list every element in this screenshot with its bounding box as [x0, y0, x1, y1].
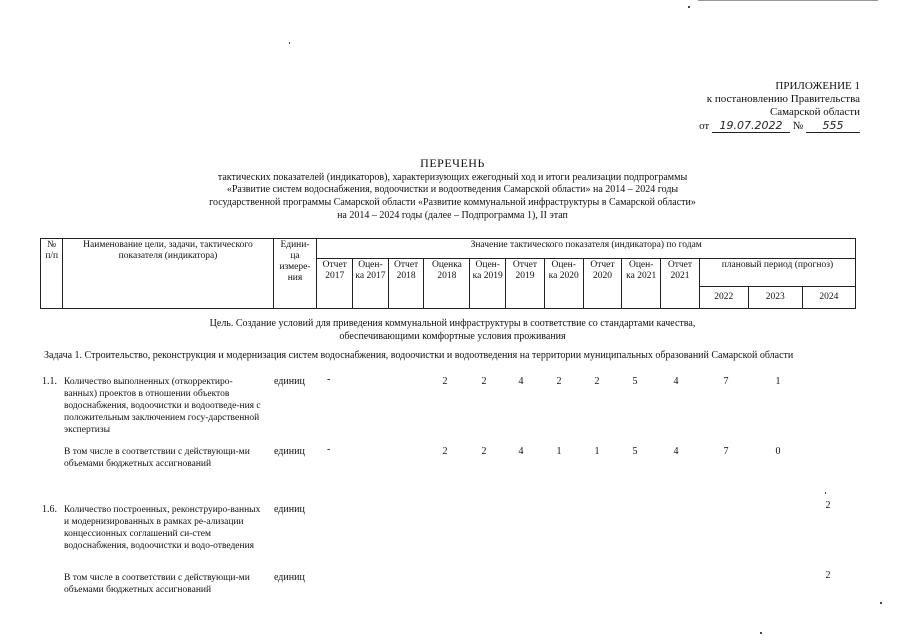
row-1-1-dash: -	[327, 374, 331, 385]
subtitle-line-1: тактических показателей (индикаторов), характеризующих ежегодный ход и итоги реализации подпрограммы	[217, 172, 688, 183]
row-1-1-sub-name: В том числе в соответствии с действующи-ми объемами бюджетных ассигнований	[64, 447, 250, 469]
th-col-7: Оцен- ка 2020	[544, 259, 583, 309]
row-1-1-sub-value: 1	[556, 446, 562, 457]
goal-line-1: Цель. Создание условий для приведения коммунальной инфраструктуры в соответствие со стандартами качества,	[209, 318, 696, 329]
row-1-1-value: 2	[556, 376, 562, 387]
number-prefix: №	[792, 120, 804, 132]
row-1-1-sub-value: 2	[442, 446, 448, 457]
scan-speck	[880, 602, 882, 604]
th-col-10: Отчет 2021	[661, 259, 700, 309]
goal-line-2: обеспечивающими комфортные условия проживания	[339, 331, 566, 342]
th-col-2: Оцен- ка 2017	[353, 259, 389, 309]
row-1-1-value: 4	[673, 376, 679, 387]
th-planned: плановый период (прогноз)	[699, 259, 855, 287]
row-1-1-sub-value: 5	[632, 446, 638, 457]
indicators-header-table	[40, 238, 856, 309]
th-values-title: Значение тактического показателя (индикатора) по годам	[317, 239, 856, 259]
row-1-1-value: 2	[442, 376, 448, 387]
th-col-8: Отчет 2020	[583, 259, 622, 309]
subtitle-line-2: «Развитие систем водоснабжения, водоочистки и водоотведения Самарской области» на 2014 – 2024 годы	[226, 184, 679, 195]
row-1-1-sub-value: 2	[481, 446, 487, 457]
row-1-6-sub-value-2024: 2	[825, 570, 831, 581]
th-year-2024: 2024	[802, 287, 855, 309]
row-1-1-num: 1.1.	[42, 376, 57, 387]
appendix-block	[690, 80, 860, 133]
row-1-1-sub-value: 0	[775, 446, 781, 457]
row-1-1-value: 4	[518, 376, 524, 387]
appendix-title: ПРИЛОЖЕНИЕ 1	[775, 80, 860, 92]
th-col-4: Оценка 2018	[424, 259, 470, 309]
appendix-date-line	[690, 119, 860, 133]
row-1-1-sub-value: 4	[673, 446, 679, 457]
row-1-1-value: 5	[632, 376, 638, 387]
row-1-1-value: 1	[775, 376, 781, 387]
th-name: Наименование цели, задачи, тактического показателя (индикатора)	[63, 239, 273, 309]
row-1-1-value: 7	[723, 376, 729, 387]
row-1-1-sub-unit: единиц	[274, 446, 305, 457]
scan-speck	[289, 42, 290, 44]
row-1-1-unit: единиц	[274, 376, 305, 387]
row-1-1-sub-value: 1	[594, 446, 600, 457]
row-1-6-sub-name: В том числе в соответствии с действующи-ми объемами бюджетных ассигнований	[64, 573, 250, 595]
th-year-2023: 2023	[748, 287, 802, 309]
row-1-6-unit: единиц	[274, 504, 305, 515]
date-value: 19.07.2022	[712, 119, 790, 133]
task-1: Задача 1. Строительство, реконструкция и модернизация систем водоснабжения, водоочистки и водоотведения на территории муниципальных образований Самарской области	[44, 350, 794, 361]
scan-speck	[760, 632, 762, 634]
row-1-1-sub-value: 4	[518, 446, 524, 457]
row-1-1-value: 2	[594, 376, 600, 387]
th-col-1: Отчет 2017	[317, 259, 353, 309]
th-col-3: Отчет 2018	[388, 259, 424, 309]
row-1-1-sub-value: 7	[723, 446, 729, 457]
scan-speck	[825, 492, 826, 494]
row-1-6-name: Количество построенных, реконструиро-ванных и модернизированных в рамках ре-ализации концессионных соглашений си-стем водоснабжения, водоочистки и водо-отведения	[64, 505, 261, 551]
scan-speck	[688, 6, 690, 8]
date-prefix: от	[699, 120, 710, 132]
document-title: ПЕРЕЧЕНЬ	[420, 156, 485, 170]
appendix-line2: к постановлению Правительства	[706, 93, 860, 105]
th-num: № п/п	[41, 239, 63, 309]
subtitle-line-3: государственной программы Самарской области «Развитие коммунальной инфраструктуры в Самарской области»	[209, 197, 696, 208]
th-col-9: Оцен- ка 2021	[622, 259, 661, 309]
th-col-5: Оцен- ка 2019	[470, 259, 506, 309]
row-1-1-value: 2	[481, 376, 487, 387]
row-1-6-sub-unit: единиц	[274, 572, 305, 583]
row-1-6-num: 1.6.	[42, 504, 57, 515]
subtitle-line-4: на 2014 – 2024 годы (далее – Подпрограмма 1), II этап	[337, 210, 568, 221]
th-unit: Едини- ца измере- ния	[273, 239, 317, 309]
row-1-1-name: Количество выполненных (откорректиро-ванных) проектов в отношении объектов водоснабжения, водоочистки и водоотведе-ния с положительным заключением госу-дарственной экспертизы	[64, 377, 261, 435]
row-1-1-sub-dash: -	[327, 444, 331, 455]
th-col-6: Отчет 2019	[506, 259, 545, 309]
appendix-line3: Самарской области	[769, 106, 860, 118]
row-1-6-value-2024: 2	[825, 500, 831, 511]
th-year-2022: 2022	[699, 287, 748, 309]
number-value: 555	[806, 119, 860, 133]
top-edge-line	[698, 0, 878, 1]
